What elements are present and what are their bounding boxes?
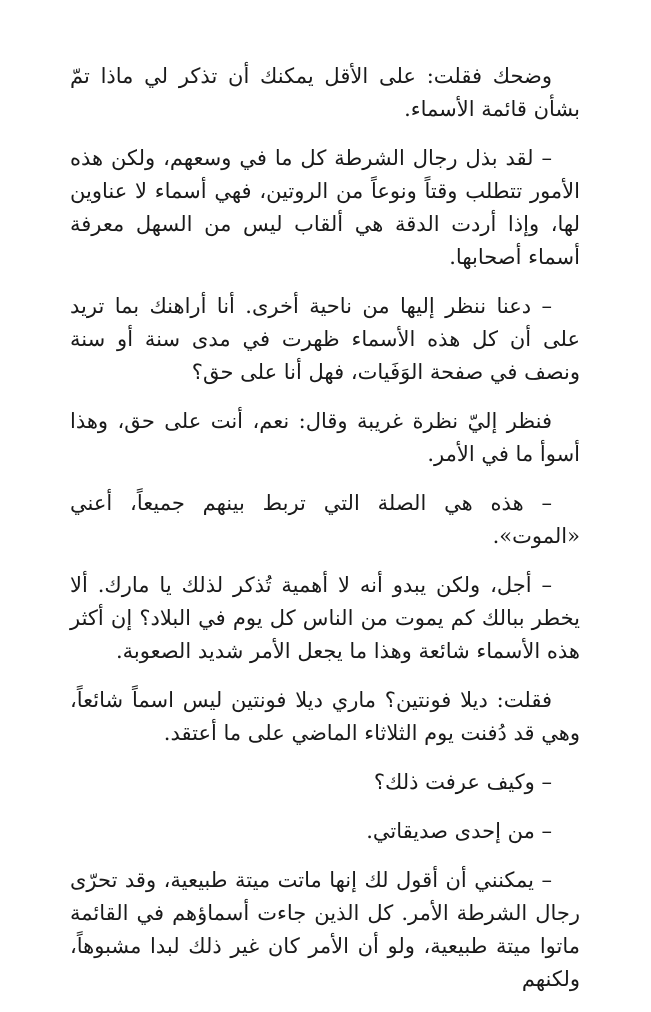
paragraph-1: وضحك فقلت: على الأقل يمكنك أن تذكر لي ماذا تمّ بشأن قائمة الأسماء. (70, 64, 580, 121)
paragraph-4: فنظر إليّ نظرة غريبة وقال: نعم، أنت على حق، وهذا أسوأ ما في الأمر. (70, 409, 580, 466)
paragraph-6: – أجل، ولكن يبدو أنه لا أهمية تُذكر لذلك يا مارك. ألا يخطر ببالك كم يموت من الناس كل يوم في البلاد؟ إن أكثر هذه الأسماء شائعة وهذا ما يجعل الأمر شديد الصعوبة. (70, 573, 580, 663)
page-text (70, 60, 580, 1012)
paragraph-7: فقلت: ديلا فونتين؟ ماري ديلا فونتين ليس اسماً شائعاً، وهي قد دُفنت يوم الثلاثاء الماضي على ما أعتقد. (70, 688, 580, 745)
paragraph-10: – يمكنني أن أقول لك إنها ماتت ميتة طبيعية، وقد تحرّى رجال الشرطة الأمر. كل الذين جاءت أسماؤهم في القائمة ماتوا ميتة طبيعية، ولو أن الأمر كان غير ذلك لبدا مشبوهاً، ولكنهم (70, 868, 580, 991)
paragraph-2: – لقد بذل رجال الشرطة كل ما في وسعهم، ولكن هذه الأمور تتطلب وقتاً ونوعاً من الروتين، فهي أسماء لا عناوين لها، وإذا أردت الدقة هي ألقاب ليس من السهل معرفة أسماء أصحابها. (70, 146, 580, 269)
paragraph-8: – وكيف عرفت ذلك؟ (373, 770, 552, 794)
paragraph-3: – دعنا ننظر إليها من ناحية أخرى. أنا أراهنك بما تريد على أن كل هذه الأسماء ظهرت في مدى سنة أو سنة ونصف في صفحة الوَفَيات، فهل أنا على حق؟ (70, 294, 580, 384)
paragraph-5: – هذه هي الصلة التي تربط بينهم جميعاً، أعني «الموت». (70, 491, 580, 548)
paragraph-9: – من إحدى صديقاتي. (366, 819, 552, 843)
